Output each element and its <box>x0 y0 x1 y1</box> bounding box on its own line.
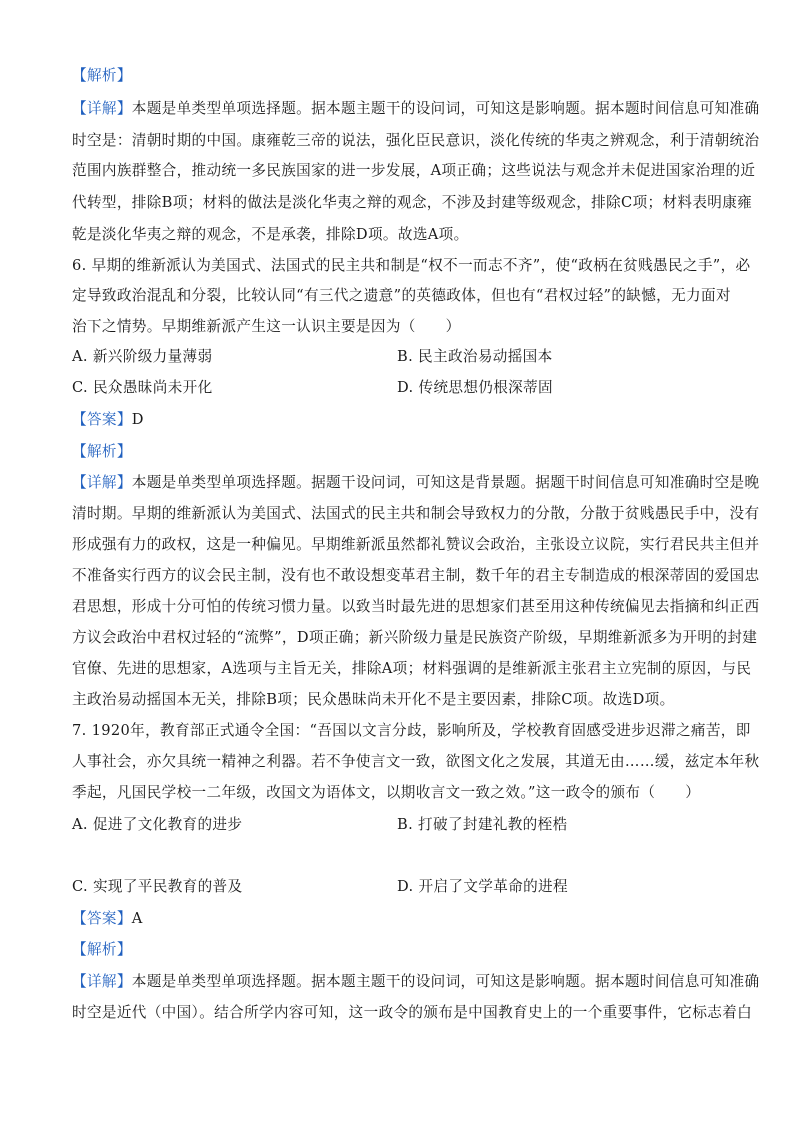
detail-paragraph-line: 代转型，排除B项；材料的做法是淡化华夷之辩的观念，不涉及封建等级观念，排除C项；材料表明康雍 <box>72 194 753 211</box>
detail-paragraph-line: 乾是淡化华夷之辩的观念，不是承袭，排除D项。故选A项。 <box>72 226 469 243</box>
question-7-stem-line: 7. 1920年，教育部正式通令全国：“吾国以文言分歧，影响所及，学校教育固感受进步迟滞之痛苦，即 <box>72 722 751 739</box>
detail-paragraph-line: 时空是：清朝时期的中国。康雍乾三帝的说法，强化臣民意识，淡化传统的华夷之辨观念，利于清朝统治 <box>72 132 760 149</box>
detail-paragraph-line: 官僚、先进的思想家，A选项与主旨无关，排除A项；材料强调的是维新派主张君主立宪制的原因，与民 <box>72 660 752 677</box>
answer-value: D <box>131 411 144 428</box>
answer-value: A <box>131 910 143 927</box>
question-7-option-d: D. 开启了文学革命的进程 <box>397 878 568 895</box>
analysis-label: 【解析】 <box>72 67 132 84</box>
question-7-option-c: C. 实现了平民教育的普及 <box>72 878 243 895</box>
detail-label: 【详解】 <box>72 100 132 117</box>
question-6-option-a: A. 新兴阶级力量薄弱 <box>72 348 213 365</box>
question-7-answer <box>72 909 722 929</box>
detail-label: 【详解】 <box>72 973 132 990</box>
detail-paragraph-line: 【详解】本题是单类型单项选择题。据本题主题干的设问词，可知这是影响题。据本题时间信息可知准确 <box>72 100 760 117</box>
detail-paragraph-line: 主政治易动摇国本无关，排除B项；民众愚昧尚未开化不是主要因素，排除C项。故选D项。 <box>72 691 675 708</box>
detail-paragraph-line: 方议会政治中君权过轻的“流弊”，D项正确；新兴阶级力量是民族资产阶级，早期维新派多为开明的封建 <box>72 629 758 646</box>
question-6-option-c: C. 民众愚昧尚未开化 <box>72 379 213 396</box>
detail-paragraph-line: 【详解】本题是单类型单项选择题。据题干设问词，可知这是背景题。据题干时间信息可知准确时空是晚 <box>72 474 760 491</box>
question-7-option-b: B. 打破了封建礼教的桎梏 <box>397 816 568 833</box>
question-6-option-d: D. 传统思想仍根深蒂固 <box>397 379 554 396</box>
question-7-option-a: A. 促进了文化教育的进步 <box>72 816 243 833</box>
analysis-label: 【解析】 <box>72 443 132 460</box>
detail-paragraph-line: 不准备实行西方的议会民主制，没有也不敢设想变革君主制，数千年的君主专制造成的根深蒂固的爱国忠 <box>72 567 760 584</box>
detail-paragraph-line: 【详解】本题是单类型单项选择题。据本题主题干的设问词，可知这是影响题。据本题时间信息可知准确 <box>72 973 760 990</box>
analysis-label: 【解析】 <box>72 941 132 958</box>
question-6-answer <box>72 410 722 430</box>
question-7-stem-line: 季起，凡国民学校一二年级，改国文为语体文，以期收言文一致之效。”这一政令的颁布（ ） <box>72 784 701 801</box>
question-6-stem-line: 6. 早期的维新派认为美国式、法国式的民主共和制是“权不一而志不齐”，使“政柄在贫贱愚民之手”，必 <box>72 257 751 274</box>
detail-paragraph-line: 范围内族群整合，推动统一多民族国家的进一步发展，A项正确；这些说法与观念并未促进国家治理的近 <box>72 162 756 179</box>
detail-paragraph-line: 君思想，形成十分可怕的传统习惯力量。以致当时最先进的思想家们甚至用这种传统偏见去指摘和纠正西 <box>72 598 760 615</box>
question-6-stem-line: 定导致政治混乱和分裂，比较认同“有三代之遗意”的英德政体，但也有“君权过轻”的缺憾，无力面对 <box>72 287 731 304</box>
detail-paragraph-line: 形成强有力的政权，这是一种偏见。早期维新派虽然都礼赞议会政治，主张设立议院，实行君民共主但并 <box>72 536 760 553</box>
question-7-stem-line: 人事社会，亦欠具统一精神之利器。若不争使言文一致，欲图文化之发展，其道无由……缓，兹定本年秋 <box>72 753 760 770</box>
question-6-stem-line: 治下之情势。早期维新派产生这一认识主要是因为（ ） <box>72 318 461 335</box>
detail-paragraph-line: 清时期。早期的维新派认为美国式、法国式的民主共和制会导致权力的分散，分散于贫贱愚民手中，没有 <box>72 505 760 522</box>
answer-label: 【答案】 <box>72 411 132 428</box>
detail-label: 【详解】 <box>72 474 132 491</box>
detail-paragraph-line: 时空是近代（中国）。结合所学内容可知，这一政令的颁布是中国教育史上的一个重要事件，它标志着白 <box>72 1004 753 1021</box>
question-6-option-b: B. 民主政治易动摇国本 <box>397 348 553 365</box>
answer-label: 【答案】 <box>72 910 132 927</box>
